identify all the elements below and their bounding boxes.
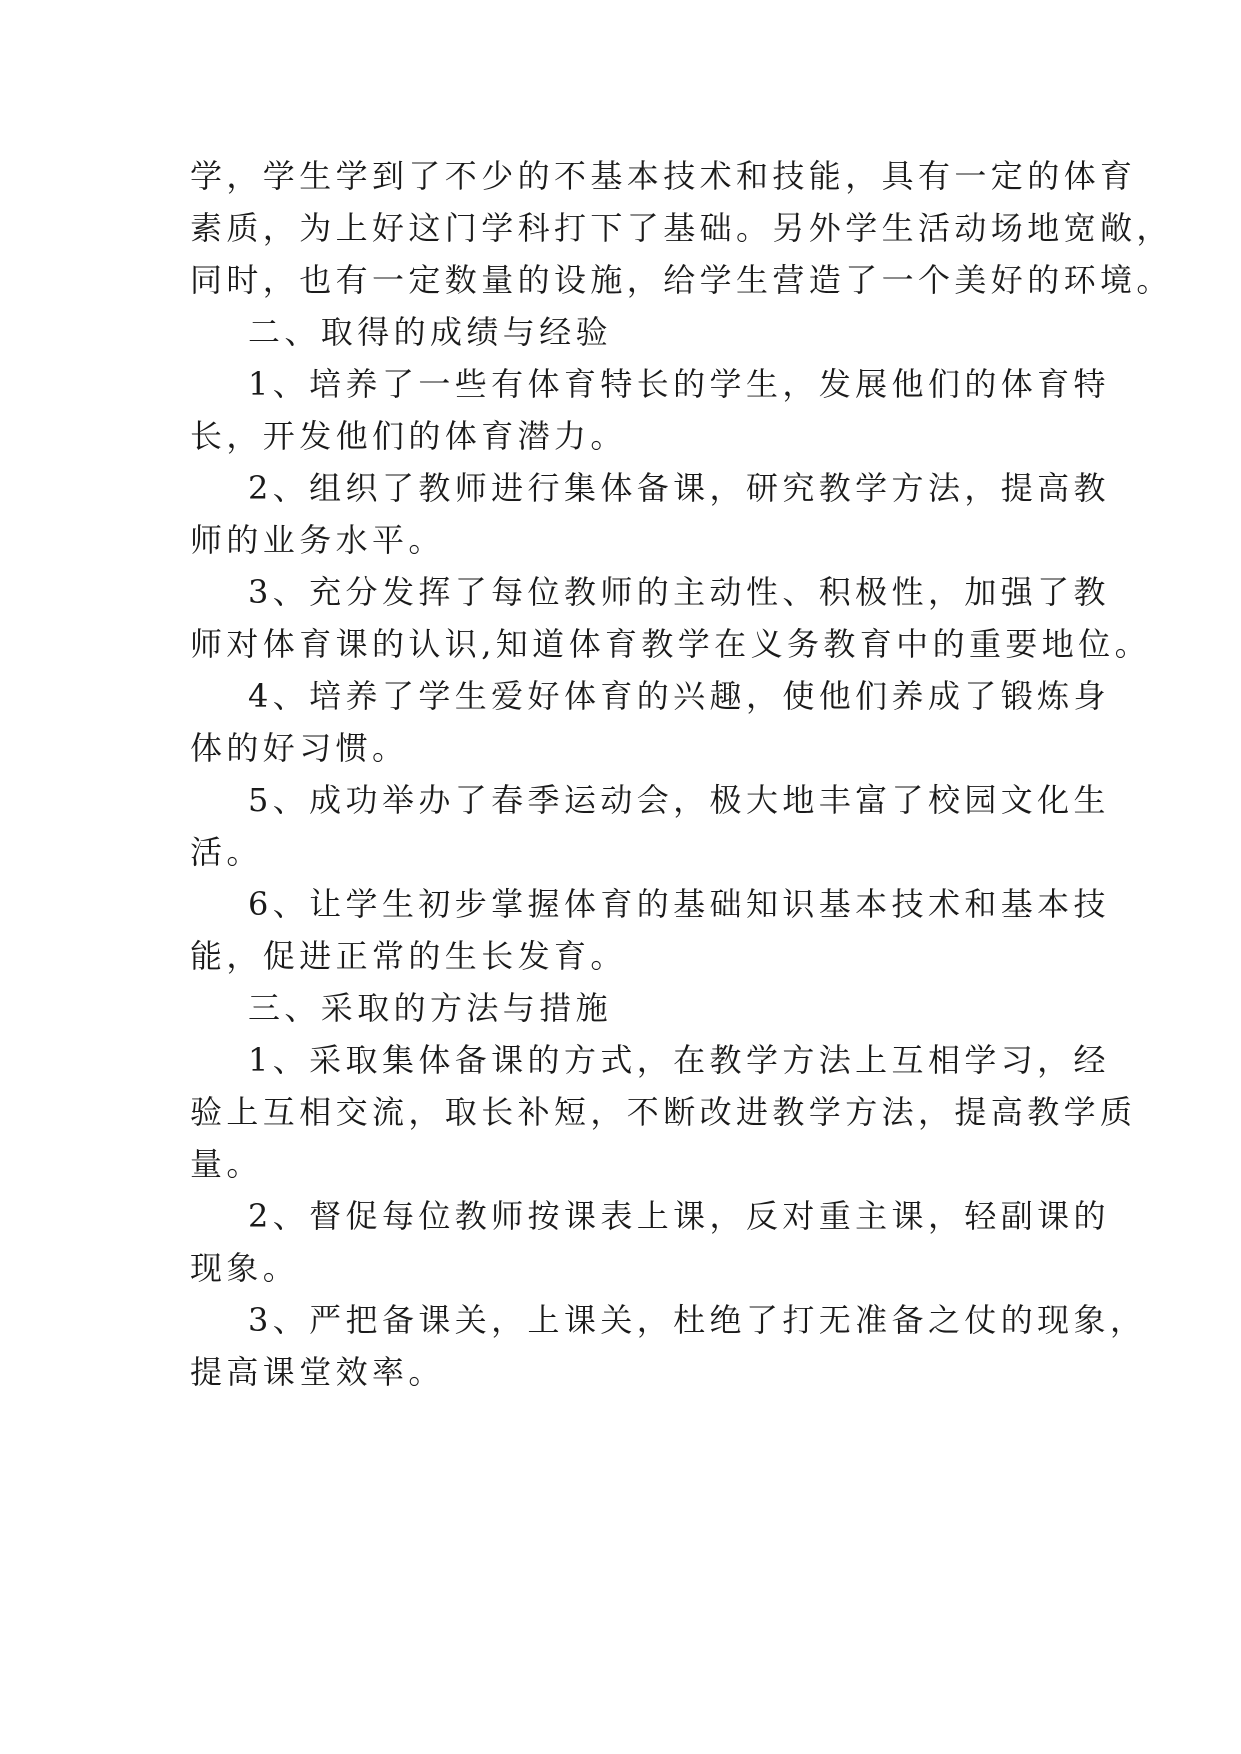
text-line: 师的业务水平。 <box>190 521 445 559</box>
text-line: 长，开发他们的体育潜力。 <box>190 417 627 455</box>
text-line: 提高课堂效率。 <box>190 1353 445 1391</box>
text-line: 1、培养了一些有体育特长的学生，发展他们的体育特 <box>248 365 1110 403</box>
section-heading: 三、采取的方法与措施 <box>248 989 613 1027</box>
text-line: 活。 <box>190 833 263 871</box>
text-line: 师对体育课的认识,知道体育教学在义务教育中的重要地位。 <box>190 625 1151 663</box>
text-line: 同时，也有一定数量的设施，给学生营造了一个美好的环境。 <box>190 261 1173 299</box>
text-line: 素质，为上好这门学科打下了基础。另外学生活动场地宽敞， <box>190 209 1173 247</box>
text-line: 3、充分发挥了每位教师的主动性、积极性，加强了教 <box>248 573 1110 611</box>
text-line: 6、让学生初步掌握体育的基础知识基本技术和基本技 <box>248 885 1110 923</box>
text-line: 学，学生学到了不少的不基本技术和技能，具有一定的体育 <box>190 157 1137 195</box>
text-line: 2、组织了教师进行集体备课，研究教学方法，提高教 <box>248 469 1110 507</box>
text-line: 2、督促每位教师按课表上课，反对重主课，轻副课的 <box>248 1197 1110 1235</box>
text-line: 5、成功举办了春季运动会，极大地丰富了校园文化生 <box>248 781 1110 819</box>
text-line: 量。 <box>190 1145 263 1183</box>
text-line: 3、严把备课关，上课关，杜绝了打无准备之仗的现象， <box>248 1301 1147 1339</box>
section-heading: 二、取得的成绩与经验 <box>248 313 613 351</box>
text-line: 4、培养了学生爱好体育的兴趣，使他们养成了锻炼身 <box>248 677 1110 715</box>
text-line: 验上互相交流，取长补短，不断改进教学方法，提高教学质 <box>190 1093 1137 1131</box>
text-line: 能，促进正常的生长发育。 <box>190 937 627 975</box>
text-line: 1、采取集体备课的方式，在教学方法上互相学习，经 <box>248 1041 1110 1079</box>
text-line: 现象。 <box>190 1249 300 1287</box>
text-line: 体的好习惯。 <box>190 729 409 767</box>
